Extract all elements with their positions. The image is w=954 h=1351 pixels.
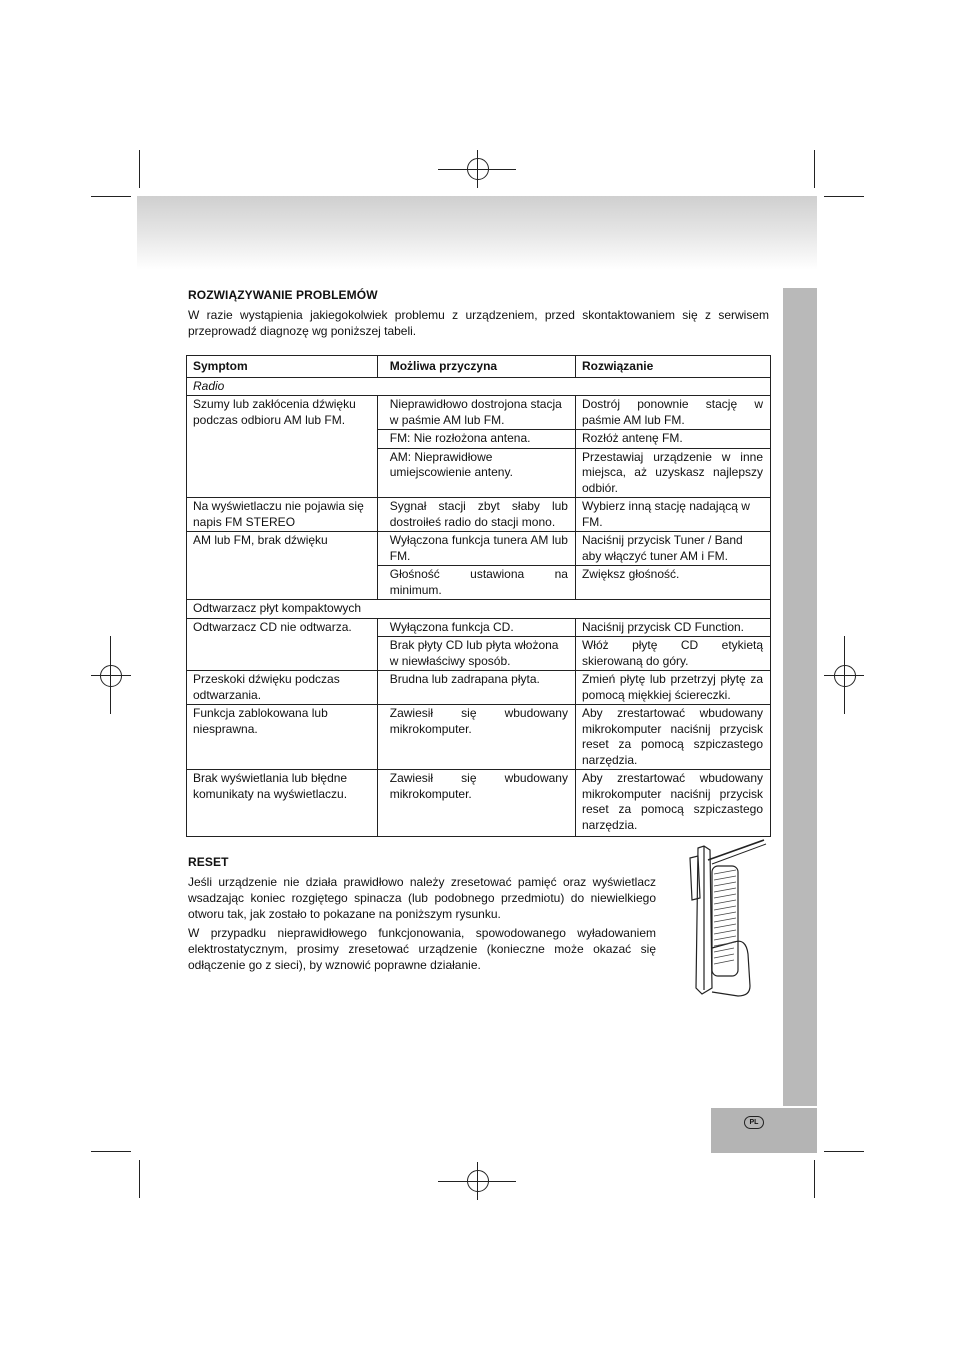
reset-title: RESET [188, 855, 229, 869]
cause-cell: AM: Nieprawidłowe umiejscowienie anteny. [377, 448, 575, 498]
symptom-cell: Przeskoki dźwięku podczas odtwarzania. [187, 671, 378, 705]
table-row [187, 532, 771, 566]
cause-cell: Wyłączona funkcja tunera AM lub FM. [377, 532, 575, 566]
troubleshooting-table [186, 355, 771, 837]
symptom-cell: AM lub FM, brak dźwięku [187, 532, 378, 600]
solution-cell: Aby zrestartować wbudowany mikrokomputer naciśnij przycisk reset za pomocą szpiczastego narzędzia. [575, 705, 770, 770]
solution-cell: Zwiększ głośność. [575, 566, 770, 600]
table-row [187, 671, 771, 705]
section-row-radio [187, 377, 771, 396]
table-row [187, 618, 771, 637]
symptom-cell: Funkcja zablokowana lub niesprawna. [187, 705, 378, 770]
header-cause: Możliwa przyczyna [377, 356, 575, 378]
solution-cell: Aby zrestartować wbudowany mikrokomputer naciśnij przycisk reset za pomocą szpiczastego narzędzia. [575, 770, 770, 837]
cause-cell: Brudna lub zadrapana płyta. [377, 671, 575, 705]
solution-cell: Zmień płytę lub przetrzyj płytę za pomocą miękkiej ściereczki. [575, 671, 770, 705]
cause-cell: Głośność ustawiona na minimum. [377, 566, 575, 600]
device-reset-illustration-icon [668, 838, 774, 1000]
section-row-cd [187, 600, 771, 619]
cause-cell: Brak płyty CD lub płyta włożona w niewłaściwy sposób. [377, 637, 575, 671]
side-tab [783, 288, 817, 1106]
solution-cell: Przestawiaj urządzenie w inne miejsca, aż uzyskasz najlepszy odbiór. [575, 448, 770, 498]
symptom-cell: Na wyświetlaczu nie pojawia się napis FM STEREO [187, 498, 378, 532]
troubleshooting-title: ROZWIĄZYWANIE PROBLEMÓW [188, 288, 378, 302]
table-header-row [187, 356, 771, 378]
solution-cell: Wybierz inną stację nadającą w FM. [575, 498, 770, 532]
solution-cell: Naciśnij przycisk Tuner / Band aby włączyć tuner AM i FM. [575, 532, 770, 566]
language-badge: PL [744, 1116, 764, 1129]
table-row [187, 705, 771, 770]
reset-paragraph-1: Jeśli urządzenie nie działa prawidłowo należy zresetować pamięć oraz wyświetlacz wsadzając koniec rozgiętego spinacza (lub podobnego przedmiotu) do niewielkiego otworu tak, jak zostało to pokazane na poniższym rysunku. [188, 875, 656, 921]
cause-cell: Zawiesił się wbudowany mikrokomputer. [377, 705, 575, 770]
table-row [187, 498, 771, 532]
header-band [137, 196, 817, 270]
cause-cell: Nieprawidłowo dostrojona stacja w paśmie AM lub FM. [377, 396, 575, 430]
solution-cell: Naciśnij przycisk CD Function. [575, 618, 770, 637]
language-box [711, 1108, 817, 1153]
header-symptom: Symptom [187, 356, 378, 378]
table-row [187, 396, 771, 430]
cause-cell: Sygnał stacji zbyt słaby lub dostroiłeś radio do stacji mono. [377, 498, 575, 532]
solution-cell: Dostrój ponownie stację w paśmie AM lub FM. [575, 396, 770, 430]
reset-paragraph-2: W przypadku nieprawidłowego funkcjonowania, spowodowanego wyładowaniem elektrostatycznym, prosimy zresetować urządzenie (konieczne może okazać się odłączenie go z sieci), by wznowić poprawne działanie. [188, 926, 656, 972]
symptom-cell: Odtwarzacz CD nie odtwarza. [187, 618, 378, 671]
troubleshooting-intro: W razie wystąpienia jakiegokolwiek problemu z urządzeniem, przed skontaktowaniem się z serwisem przeprowadź diagnozę wg poniższej tabeli. [188, 308, 769, 338]
symptom-cell: Brak wyświetlania lub błędne komunikaty na wyświetlaczu. [187, 770, 378, 837]
section-cd-label: Odtwarzacz płyt kompaktowych [187, 600, 771, 619]
solution-cell: Włóż płytę CD etykietą skierowaną do góry. [575, 637, 770, 671]
header-solution: Rozwiązanie [575, 356, 770, 378]
cause-cell: Zawiesił się wbudowany mikrokomputer. [377, 770, 575, 837]
table-row [187, 770, 771, 837]
symptom-cell: Szumy lub zakłócenia dźwięku podczas odbioru AM lub FM. [187, 396, 378, 498]
section-radio-label: Radio [187, 377, 771, 396]
solution-cell: Rozłóż antenę FM. [575, 430, 770, 449]
cause-cell: FM: Nie rozłożona antena. [377, 430, 575, 449]
cause-cell: Wyłączona funkcja CD. [377, 618, 575, 637]
